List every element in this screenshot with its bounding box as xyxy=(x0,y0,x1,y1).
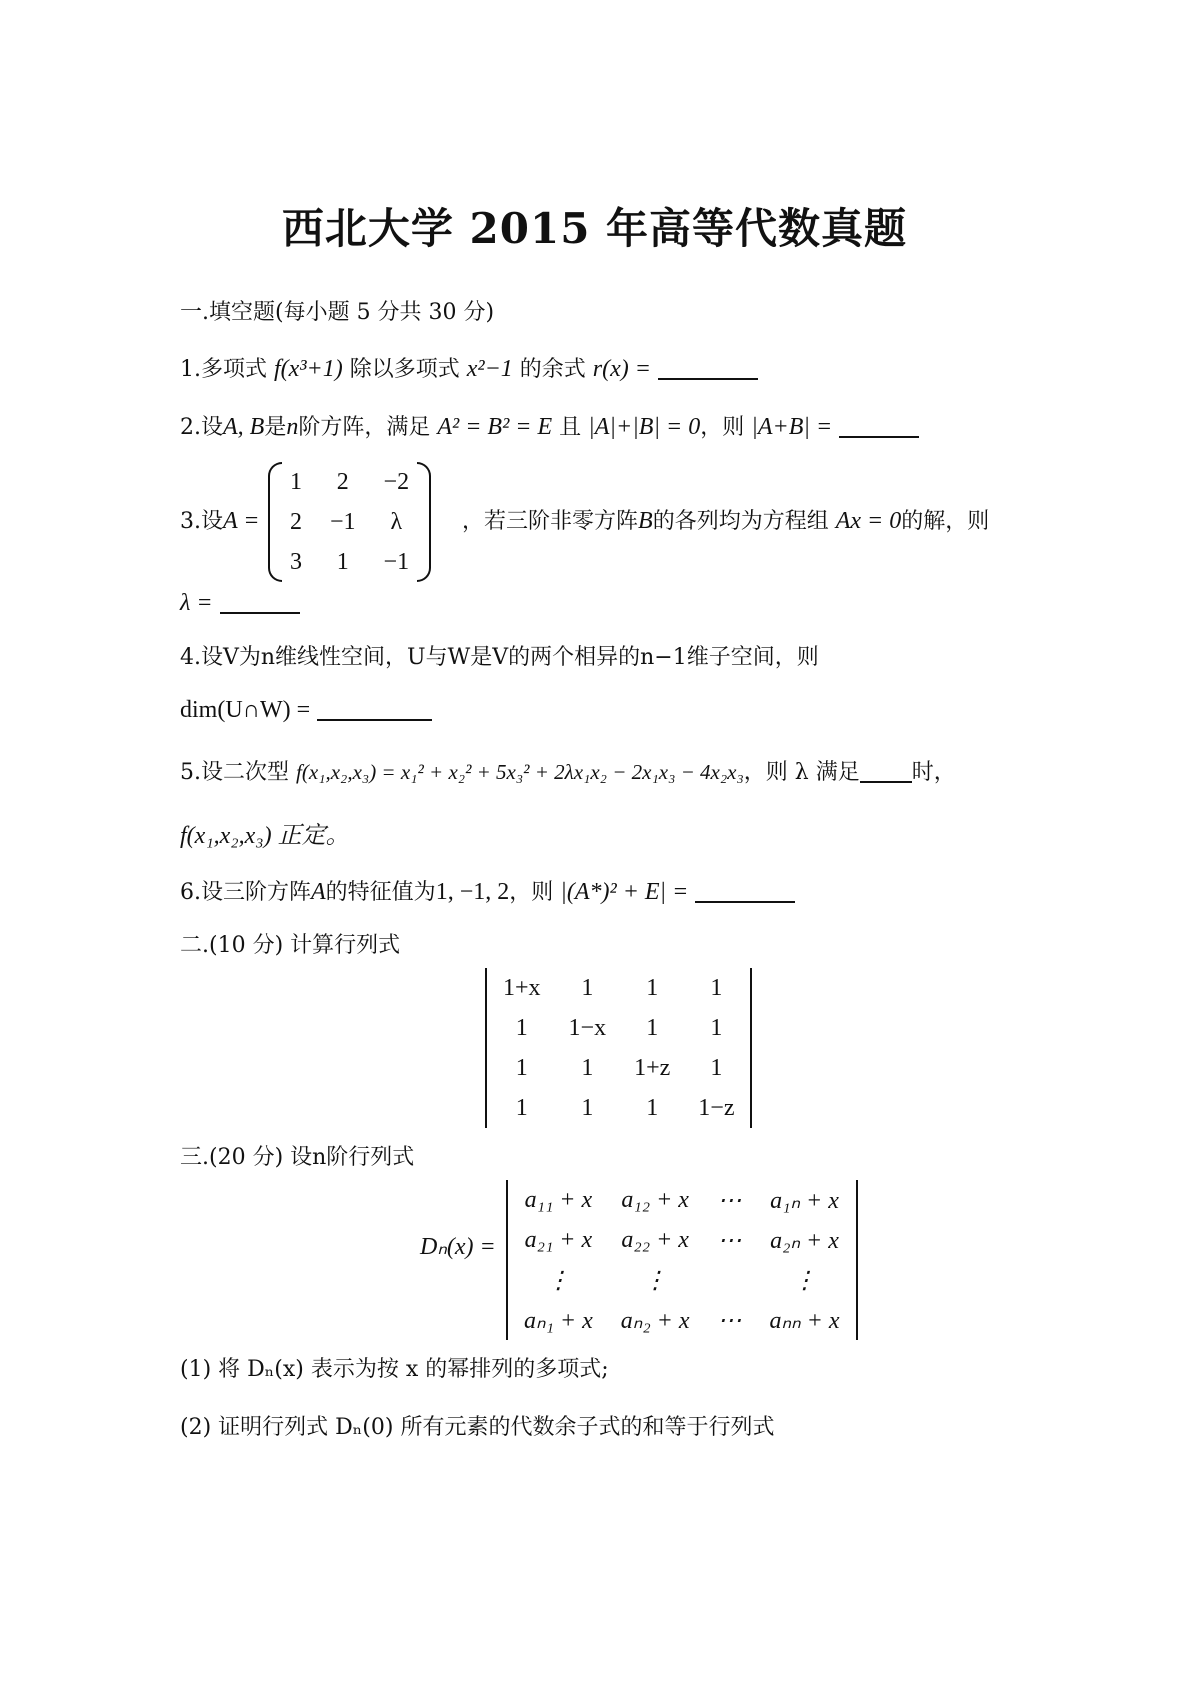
det3-row xyxy=(510,1300,854,1340)
q3-eq: Ax = 0 xyxy=(835,508,902,534)
det2-cell: 1 xyxy=(581,1054,594,1081)
matrix-a-cell: 2 xyxy=(336,468,349,495)
det2-cell: 1 xyxy=(646,1014,659,1041)
q1-mid: 除以多项式 xyxy=(349,357,460,382)
dn-lhs-text: Dₙ(x) = xyxy=(420,1234,496,1260)
det3-cell: ⋮ xyxy=(546,1267,571,1294)
det3-cell: aₙₙ + x xyxy=(769,1307,840,1334)
q3-text3: 的解，则 xyxy=(901,509,990,534)
det2-cell: 1−z xyxy=(698,1094,735,1121)
det-left-bar xyxy=(506,1180,508,1340)
matrix-a-cell: 2 xyxy=(290,508,302,535)
q2-ab: A, B xyxy=(223,414,265,440)
matrix-a-cell: 3 xyxy=(290,548,302,575)
matrix-a-cell: λ xyxy=(390,508,403,535)
q2-t2: 阶方阵，满足 xyxy=(298,415,431,440)
det2-cell: 1 xyxy=(515,1094,528,1121)
q5-expr: f(x₁,x₂,x₃) = x₁² + x₂² + 5x₃² + 2λx₁x₂ − 2x₁x₃ − 4x₂x₃ xyxy=(296,760,744,784)
det2-cell: 1 xyxy=(710,974,723,1001)
det3-cell: ⋮ xyxy=(792,1267,817,1294)
det-right-bar xyxy=(856,1180,858,1340)
det2-cell: 1+x xyxy=(503,974,541,1001)
matrix-a-cell: −2 xyxy=(383,468,410,495)
q6-expr: |(A*)² + E| = xyxy=(560,879,689,905)
q2-t1: 是 xyxy=(264,415,287,440)
question-1 xyxy=(180,352,758,383)
answer-blank[interactable] xyxy=(220,592,300,614)
answer-blank[interactable] xyxy=(658,358,758,380)
answer-blank[interactable] xyxy=(317,699,432,721)
matrix-a-cell: −1 xyxy=(383,548,410,575)
det2-cell: 1 xyxy=(710,1054,723,1081)
det2-row xyxy=(489,1048,748,1088)
q3-text: ，若三阶非零方阵 xyxy=(462,509,639,534)
page-title: 西北大学 2015 年高等代数真题 xyxy=(281,204,908,253)
left-paren xyxy=(268,462,282,582)
matrix-a-cell: 1 xyxy=(290,468,302,495)
det3-cell: ⋮ xyxy=(643,1267,668,1294)
matrix-a-cell: −1 xyxy=(330,508,356,535)
question-6 xyxy=(180,875,795,906)
det3-cell: a₂₂ + x xyxy=(621,1226,689,1253)
det3-cell: aₙ₂ + x xyxy=(620,1307,690,1334)
q6-text2: ，则 xyxy=(509,880,554,905)
matrix-a-cell: 1 xyxy=(336,548,349,575)
part-2: (2) 证明行列式 Dₙ(0) 所有元素的代数余子式的和等于行列式 xyxy=(180,1415,775,1440)
q5-prefix: 5.设二次型 xyxy=(180,760,289,785)
det2-row xyxy=(489,1088,748,1128)
question-2 xyxy=(180,410,919,441)
det-left-bar xyxy=(485,968,487,1128)
determinant-2 xyxy=(485,968,752,1128)
q2-t4: ，则 xyxy=(700,415,745,440)
q2-e1: A² = B² = E xyxy=(437,414,553,440)
q6-prefix: 6.设三阶方阵 xyxy=(180,880,311,905)
q5-end: 时， xyxy=(911,760,956,785)
section2-heading: 二.(10 分) 计算行列式 xyxy=(180,933,401,958)
q5-text: ，则 λ 满足 xyxy=(743,760,860,785)
matrix-a-row xyxy=(276,542,423,582)
q3-ans: λ = xyxy=(180,590,213,616)
matrix-a-row xyxy=(276,502,423,542)
det2-cell: 1 xyxy=(581,1094,594,1121)
question-5 xyxy=(180,755,956,786)
det2-cell: 1−x xyxy=(568,1014,607,1041)
answer-blank[interactable] xyxy=(839,416,919,438)
det2-cell: 1 xyxy=(646,974,659,1001)
det2-row xyxy=(489,1008,748,1048)
right-paren xyxy=(417,462,431,582)
det3-row xyxy=(510,1260,854,1300)
det2-cell: 1 xyxy=(515,1014,528,1041)
section3-heading: 三.(20 分) 设n阶行列式 xyxy=(180,1145,415,1170)
det2-cell: 1 xyxy=(581,974,594,1001)
det2-cell: 1+z xyxy=(634,1054,671,1081)
q1-mid2: 的余式 xyxy=(519,357,586,382)
det3-row xyxy=(510,1180,854,1220)
q3-text2: 的各列均为方程组 xyxy=(652,509,829,534)
q2-e2: |A|+|B| = 0 xyxy=(588,414,701,440)
matrix-A xyxy=(268,462,431,582)
q1-expr3: r(x) = xyxy=(592,356,651,382)
q1-expr2: x²−1 xyxy=(466,356,513,382)
det2-cell: 1 xyxy=(710,1014,723,1041)
q2-n: n xyxy=(286,414,299,440)
q6-vals: 1, −1, 2 xyxy=(435,879,510,905)
det2-cell: 1 xyxy=(646,1094,659,1121)
det3-cell: a₁₂ + x xyxy=(621,1186,689,1213)
det3-cell: ⋯ xyxy=(717,1187,742,1214)
q3-answer xyxy=(180,590,300,617)
det3-cell: a₂ₙ + x xyxy=(770,1227,839,1254)
q3-lhs: A = xyxy=(223,508,260,534)
det2-row xyxy=(489,968,748,1008)
q6-text: 的特征值为 xyxy=(325,880,436,905)
answer-blank[interactable] xyxy=(860,761,912,783)
q3-b: B xyxy=(638,508,653,534)
question-5-line2 xyxy=(180,815,350,850)
det3-cell: a₁ₙ + x xyxy=(770,1187,839,1214)
det3-row xyxy=(510,1220,854,1260)
q2-t3: 且 xyxy=(559,415,582,440)
det-right-bar xyxy=(750,968,752,1128)
q1-expr1: f(x³+1) xyxy=(274,356,343,382)
q3-prefix: 3.设 xyxy=(180,509,223,534)
q4-expr: dim(U∩W) = xyxy=(180,697,311,723)
q1-prefix: 1.多项式 xyxy=(180,357,267,382)
dn-lhs xyxy=(420,1232,496,1261)
section1-heading: 一.填空题(每小题 5 分共 30 分) xyxy=(180,300,495,325)
answer-blank[interactable] xyxy=(695,881,795,903)
det2-cell: 1 xyxy=(515,1054,528,1081)
question-4-line2 xyxy=(180,697,432,724)
q5-line2: f(x₁,x₂,x₃) 正定。 xyxy=(180,823,350,849)
question-4-line1: 4.设V为n维线性空间，U与W是V的两个相异的n−1维子空间，则 xyxy=(180,645,819,670)
q2-prefix: 2.设 xyxy=(180,415,223,440)
det3-cell xyxy=(704,1260,756,1300)
det3-cell: a₂₁ + x xyxy=(524,1226,593,1253)
part-1: (1) 将 Dₙ(x) 表示为按 x 的幂排列的多项式; xyxy=(180,1357,609,1382)
det3-cell: a₁₁ + x xyxy=(524,1186,593,1213)
determinant-3 xyxy=(506,1180,858,1340)
q6-a: A xyxy=(311,879,326,905)
det3-cell: aₙ₁ + x xyxy=(524,1307,593,1334)
q2-e3: |A+B| = xyxy=(751,414,833,440)
det3-cell: ⋯ xyxy=(717,1307,742,1334)
matrix-a-row xyxy=(276,462,423,502)
det3-cell: ⋯ xyxy=(717,1227,742,1254)
